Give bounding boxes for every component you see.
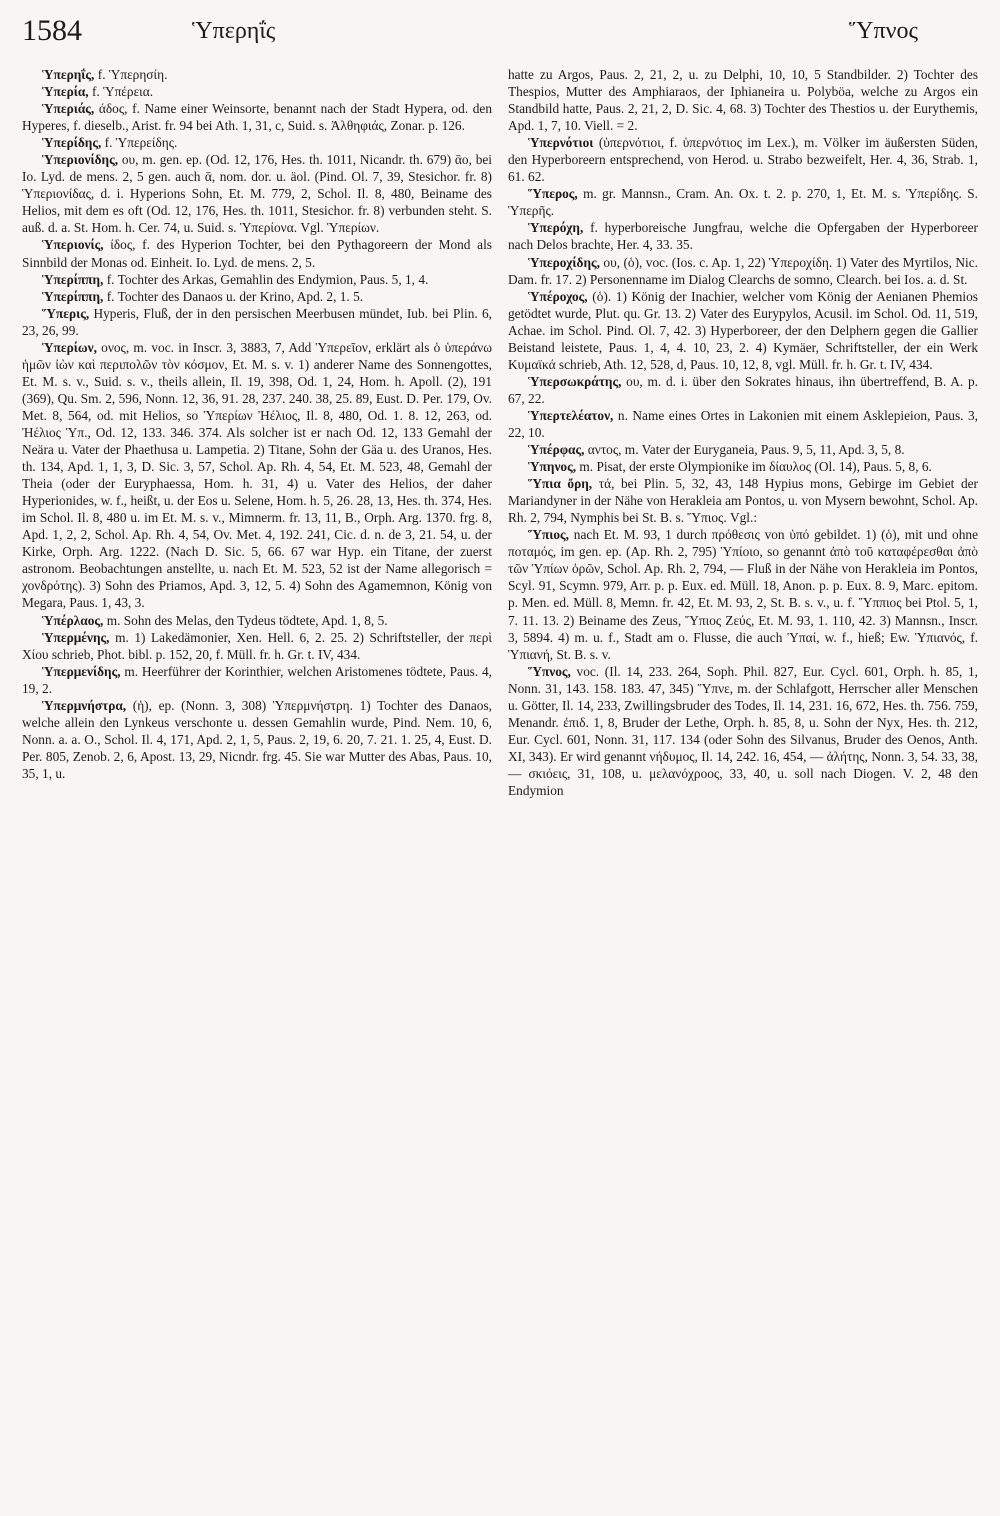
dictionary-entry bbox=[22, 663, 492, 697]
entry-headword: Ὑπέρλαος, bbox=[42, 612, 104, 628]
entry-text: (ὁ). 1) König der Inachier, welcher vom König der Aenianen Phemios getödtet wurde, Plut. qu. Gr. 13. 2) Vater des Eurypylos, Acusil. im Schol. Od. 11, 519, Achae. im Schol. Pind. Ol. 7, 42. 3) Hyperboreer, der den Delphern gegen die Gallier Beistand leistete, Paus. 1, 4, 4. 10, 23, 2. 4) Kymäer, Schriftsteller, der ein Werk Κυμαϊκά schrieb, Ath. 12, 528, d, Paus. 10, 12, 8, vgl. Müll. fr. h. Gr. t. IV, 434. bbox=[508, 288, 978, 372]
dictionary-entry bbox=[22, 134, 492, 151]
entry-headword: Ὑπερηΐς, bbox=[42, 67, 95, 82]
entry-text: τά, bei Plin. 5, 32, 43, 148 Hypius mons, Gebirge im Gebiet der Mariandyner in der Nähe von Herakleia am Pontos, u. von Mysern bewohnt, Schol. Ap. Rh. 2, 794, Nymphis bei St. B. s. Ὕπιος. Vgl.: bbox=[508, 476, 978, 526]
dictionary-entry bbox=[508, 66, 978, 134]
dictionary-entry bbox=[22, 305, 492, 339]
entry-headword: Ὑπερίππη, bbox=[42, 271, 104, 287]
entry-text: nach Et. M. 93, 1 durch πρόθεσις von ὑπό gebildet. 1) (ὁ), mit und ohne ποταμός, im gen. ep. (Ap. Rh. 2, 795) Ὑπίοιο, so genannt ἀπὸ τοῦ καταφέρεσθαι ἀπὸ τῶν Ὑπίων ὀρῶν, Schol. Ap. Rh. 2, 794, — Fluß in der Nähe von Herakleia im Pontos, Scyl. 91, Scymn. 979, Arr. p. p. Eux. ed. Müll. 18, Anon. p. p. Eux. 8. 9, Marc. epitom. p. Men. ed. Müll. 8, Memn. fr. 42, Et. M. 93, 2, St. B. s. v., u. f. Ὕππιος bei Ptol. 5, 1, 7. 11. 13. 2) Beiname des Zeus, Ὕπιος Ζεύς, Et. M. 93, 1. 110, 42. 3) Mannsn., Inscr. 3, 5894. 4) m. u. f., Stadt am o. Flusse, die auch Ὑπαί, w. f., hieß; Ew. Ὑπιανός, f. Ὑπιανή, St. B. s. v. bbox=[508, 527, 978, 662]
dictionary-entry bbox=[508, 663, 978, 799]
entry-text: ονος, m. voc. in Inscr. 3, 3883, 7, Add Ὑπερεῖον, erklärt als ὁ ὑπεράνω ἡμῶν ἰὼν καὶ περιπολῶν τὸν κόσμον, Et. M. s. v. 1) anderer Name des Sonnengottes, Et. M. s. v., Suid. s. v., theils allein, Il. 19, 398, Od. 1, 24, Hom. h. Apoll. (2), 191 (369), Qu. Sm. 2, 596, Nonn. 12, 36, 91. 28, 237. 240. 38, 25. 89, Eust. D. Per. 179, Ov. Met. 8, 564, od. mit Helios, so Ὑπερίων Ἠέλιος, Il. 8, 480, Od. 1. 8. 12, 263, od. Ἠέλιος Ὑπ., Od. 12, 133. 346. 374. Als solcher ist er nach Od. 12, 133 Gemahl der Neära u. Vater der Phaethusa u. Lampetia. 2) Titane, Sohn der Gäa u. des Uranos, Hes. th. 134, Apd. 1, 1, 3, D. Sic. 3, 57, Schol. Ap. Rh. 4, 54, Et. M. 523, 48, Gemahl der Theia (oder der Euryphaessa, Hom. h. 31, 4) u. Vater des Helios, der daher Hyperionides, w. f., heißt, u. der Eos u. Selene, Hom. h. 5, 26. 28, 13, Hes. th. 374, Hes. im Schol. Il. 8, 480 u. im Et. M. s. v., Mimnerm. fr. 13, 11, B., Orph. Arg. 1370. frg. 8, Apd. 1, 2, 2, Schol. Ap. Rh. 4, 54, Ov. Met. 4, 192. 241, Cic. d. n. de 3, 21. 54, u. der Kirke, Orph. Arg. 1222. (Nach D. Sic. 5, 66. 67 war Hyp. ein Titane, der zuerst astronom. Beobachtungen anstellte, u. nach Et. M. 523, 52 ist der Name allegorisch = χονδρότης). 3) Sohn des Priamos, Apd. 3, 12, 5. 4) Sohn des Agamemnon, König von Megara, Paus. 1, 43, 3. bbox=[22, 339, 492, 611]
dictionary-entry bbox=[22, 151, 492, 236]
entry-text: ίδος, f. des Hyperion Tochter, bei den Pythagoreern der Mond als Sinnbild der Monas od. Einheit. Io. Lyd. de mens. 2, 5. bbox=[22, 237, 492, 270]
entry-headword: Ὑπερίππη, bbox=[42, 288, 104, 304]
dictionary-entry bbox=[508, 288, 978, 373]
dictionary-entry bbox=[508, 441, 978, 458]
entry-headword: Ὑπεριονίς, bbox=[42, 237, 104, 253]
entry-headword: Ὑπέρφας, bbox=[528, 442, 585, 458]
header-first-word: Ὑπερηΐς bbox=[192, 18, 276, 44]
entry-text: ου, (ὁ), voc. (Ios. c. Ap. 1, 22) Ὑπεροχίδη. 1) Vater des Myrtilos, Nic. Dam. fr. 17. 2) Personenname im Dialog Clearchs de somno, Clearch. bei Ios. a. d. St. bbox=[508, 254, 978, 287]
dictionary-entry bbox=[508, 526, 978, 662]
entry-text: αντος, m. Vater der Euryganeia, Paus. 9, 5, 11, Apd. 3, 5, 8. bbox=[587, 442, 905, 458]
dictionary-entry bbox=[508, 407, 978, 441]
entry-headword: Ὑπερία, bbox=[42, 84, 89, 100]
entry-headword: Ὑπερόχη, bbox=[528, 220, 584, 236]
dictionary-entry bbox=[22, 66, 492, 83]
entry-headword: Ὑπερίων, bbox=[42, 339, 97, 355]
entry-headword: Ὕπερις, bbox=[42, 305, 90, 321]
dictionary-entry bbox=[508, 134, 978, 185]
dictionary-entry bbox=[22, 83, 492, 100]
entry-text: ου, m. gen. ep. (Od. 12, 176, Hes. th. 1011, Nicandr. th. 679) ᾱο, bei Io. Lyd. de mens. 2, 5 gen. auch ᾱ, nom. dor. u. äol. (Pind. Ol. 7, 39, Stesichor. fr. 8) Ὑπεριονίδας, d. i. Hyperions Sohn, Et. M. 779, 2, Schol. Il. 8, 480, Beiname des Helios, mit dem es oft (Od. 12, 176, Hes. th. 1011, Stesichor. fr. 8) verbunden steht. S. auß. d. a. St. Hom. h. Cer. 74, u. Suid. s. Ὑπερίονα. Vgl. Ὑπερίων. bbox=[22, 152, 492, 236]
entry-text: f. Tochter des Danaos u. der Krino, Apd. 2, 1. 5. bbox=[106, 288, 364, 304]
entry-headword: Ὕπνος, bbox=[528, 663, 571, 679]
page-header bbox=[22, 14, 978, 54]
entry-text: άδος, f. Name einer Weinsorte, benannt nach der Stadt Hyperа, od. den Hyperes, f. dieselb., Arist. fr. 94 bei Ath. 1, 31, c, Suid. s. Ἀλθηφιάς, Zonar. p. 126. bbox=[22, 101, 492, 134]
entry-headword: Ὑπερσωκράτης, bbox=[528, 373, 622, 389]
entry-text: voc. (Il. 14, 233. 264, Soph. Phil. 827, Eur. Cycl. 601, Orph. h. 85, 1, Nonn. 31, 143. 158. 183. 47, 345) Ὕπνε, m. der Schlafgott, Herrscher aller Menschen u. Götter, Il. 14, 233, Zwillingsbruder des Todes, Il. 14, 231. 16, 672, Hes. th. 756. 759, Menandr. ἐπιδ. 1, 8, Bruder der Lethe, Orph. h. 85, 8, u. Sohn der Nyx, Hes. th. 212, Eur. Cycl. 601, Nonn. 31, 117. 134 (oder Sohn des Silvanus, Bruder des Oenos, Anth. XI, 343). Er wird genannt νήδυμος, Il. 14, 242. 16, 454, — ἀλήτης, Nonn. 3, 54. 33, 38, — σκιόεις, 31, 108, u. μελανόχροος, 33, 40, u. soll nach Diogen. V. 2, 48 den Endymion bbox=[508, 663, 978, 798]
page-number: 1584 bbox=[22, 14, 82, 47]
entry-text: m. Heerführer der Korinthier, welchen Aristomenes tödtete, Paus. 4, 19, 2. bbox=[22, 663, 492, 696]
dictionary-entry bbox=[22, 339, 492, 612]
entry-text: n. Name eines Ortes in Lakonien mit einem Asklepieion, Paus. 3, 22, 10. bbox=[508, 407, 978, 440]
dictionary-entry bbox=[508, 475, 978, 526]
entry-text: m. Pisat, der erste Olympionike im δίαυλος (Ol. 14), Paus. 5, 8, 6. bbox=[579, 459, 932, 475]
left-column bbox=[22, 66, 492, 1506]
dictionary-entry bbox=[22, 100, 492, 134]
entry-headword: Ὑπερτελέατον, bbox=[528, 407, 614, 423]
entry-headword: Ὑπερνότιοι bbox=[528, 135, 594, 151]
entry-headword: Ὑπερμενίδης, bbox=[42, 663, 121, 679]
entry-text: (ὑπερνότιοι, f. ὑπερνότιος im Lex.), m. Völker im äußersten Süden, den Hyperboreern entsprechend, von Herod. u. Strabo bezweifelt, Her. 4, 36, Strab. 1, 61. 62. bbox=[508, 135, 978, 185]
entry-headword: Ὑπεριάς, bbox=[42, 101, 95, 117]
dictionary-entry bbox=[508, 185, 978, 219]
entry-headword: Ὑπερμνήστρα, bbox=[42, 697, 127, 713]
right-column bbox=[508, 66, 978, 1506]
dictionary-entry bbox=[22, 629, 492, 663]
entry-text: m. gr. Mannsn., Cram. An. Ox. t. 2. p. 270, 1, Et. M. s. Ὑπερίδης. S. Ὑπερῆς. bbox=[508, 186, 978, 219]
entry-headword: Ὕπια ὄρη, bbox=[528, 476, 593, 492]
entry-headword: Ὕπιος, bbox=[528, 527, 570, 543]
dictionary-entry bbox=[508, 219, 978, 253]
entry-text: Hyperis, Fluß, der in den persischen Meerbusen mündet, Iub. bei Plin. 6, 23, 26, 99. bbox=[22, 305, 492, 338]
dictionary-entry bbox=[22, 697, 492, 782]
dictionary-entry bbox=[508, 458, 978, 475]
entry-headword: Ὑπεροχίδης, bbox=[528, 254, 600, 270]
dictionary-entry bbox=[22, 612, 492, 629]
entry-text: m. 1) Lakedämonier, Xen. Hell. 6, 2. 25. 2) Schriftsteller, der περὶ Χίου schrieb, Phot. bibl. p. 152, 20, f. Müll. fr. h. Gr. t. IV, 434. bbox=[22, 629, 492, 662]
dictionary-entry bbox=[508, 373, 978, 407]
entry-text: (ἡ), ep. (Nonn. 3, 308) Ὑπερμνήστρη. 1) Tochter des Danaos, welche allein den Lynkeus verschonte u. dessen Gemahlin wurde, Pind. Nem. 10, 6, Nonn. a. a. O., Schol. Il. 4, 171, Apd. 2, 1, 5, Paus. 2, 19, 6. 20, 7. 21. 1. 25, 4, Eust. D. Per. 805, Zenob. 2, 6, Apost. 13, 29, Nicndr. frg. 45. Sie war Mutter des Abas, Paus. 10, 35, 1, u. bbox=[22, 697, 492, 781]
entry-headword: Ὑπερμένης, bbox=[42, 629, 110, 645]
entry-text: hatte zu Argos, Paus. 2, 21, 2, u. zu Delphi, 10, 10, 5 Standbilder. 2) Tochter des Thespios, Mutter des Amphiaraos, der Iphianeira u. Polyböa, welche zu Argos ein Standbild hatte, Paus. 2, 21, 2, D. Sic. 4, 68. 3) Tochter des Thestios u. der Eurythemis, Apd. 1, 7, 10. Viell. = 2. bbox=[508, 67, 978, 134]
entry-headword: Ὑπερίδης, bbox=[42, 135, 102, 151]
entry-text: ου, m. d. i. über den Sokrates hinaus, ihn übertreffend, B. A. p. 67, 22. bbox=[508, 373, 978, 406]
entry-headword: Ὑπεριονίδης, bbox=[42, 152, 119, 168]
entry-text: f. Ὑπερησίη. bbox=[97, 67, 168, 82]
dictionary-entry bbox=[508, 254, 978, 288]
header-last-word: Ὕπνος bbox=[849, 18, 918, 44]
dictionary-entry bbox=[22, 271, 492, 288]
dictionary-entry bbox=[22, 236, 492, 270]
entry-text: m. Sohn des Melas, den Tydeus tödtete, Apd. 1, 8, 5. bbox=[106, 612, 388, 628]
entry-headword: Ὑπηνος, bbox=[528, 459, 577, 475]
entry-text: f. Ὑπερείδης. bbox=[104, 135, 178, 151]
entry-text: f. Ὑπέρεια. bbox=[91, 84, 154, 100]
entry-headword: Ὕπερος, bbox=[528, 186, 578, 202]
entry-headword: Ὑπέροχος, bbox=[528, 288, 588, 304]
entry-text: f. Tochter des Arkas, Gemahlin des Endymion, Paus. 5, 1, 4. bbox=[106, 271, 429, 287]
dictionary-entry bbox=[22, 288, 492, 305]
entry-text: f. hyperboreische Jungfrau, welche die Opfergaben der Hyperboreer nach Delos brachte, Her. 4, 33. 35. bbox=[508, 220, 978, 253]
